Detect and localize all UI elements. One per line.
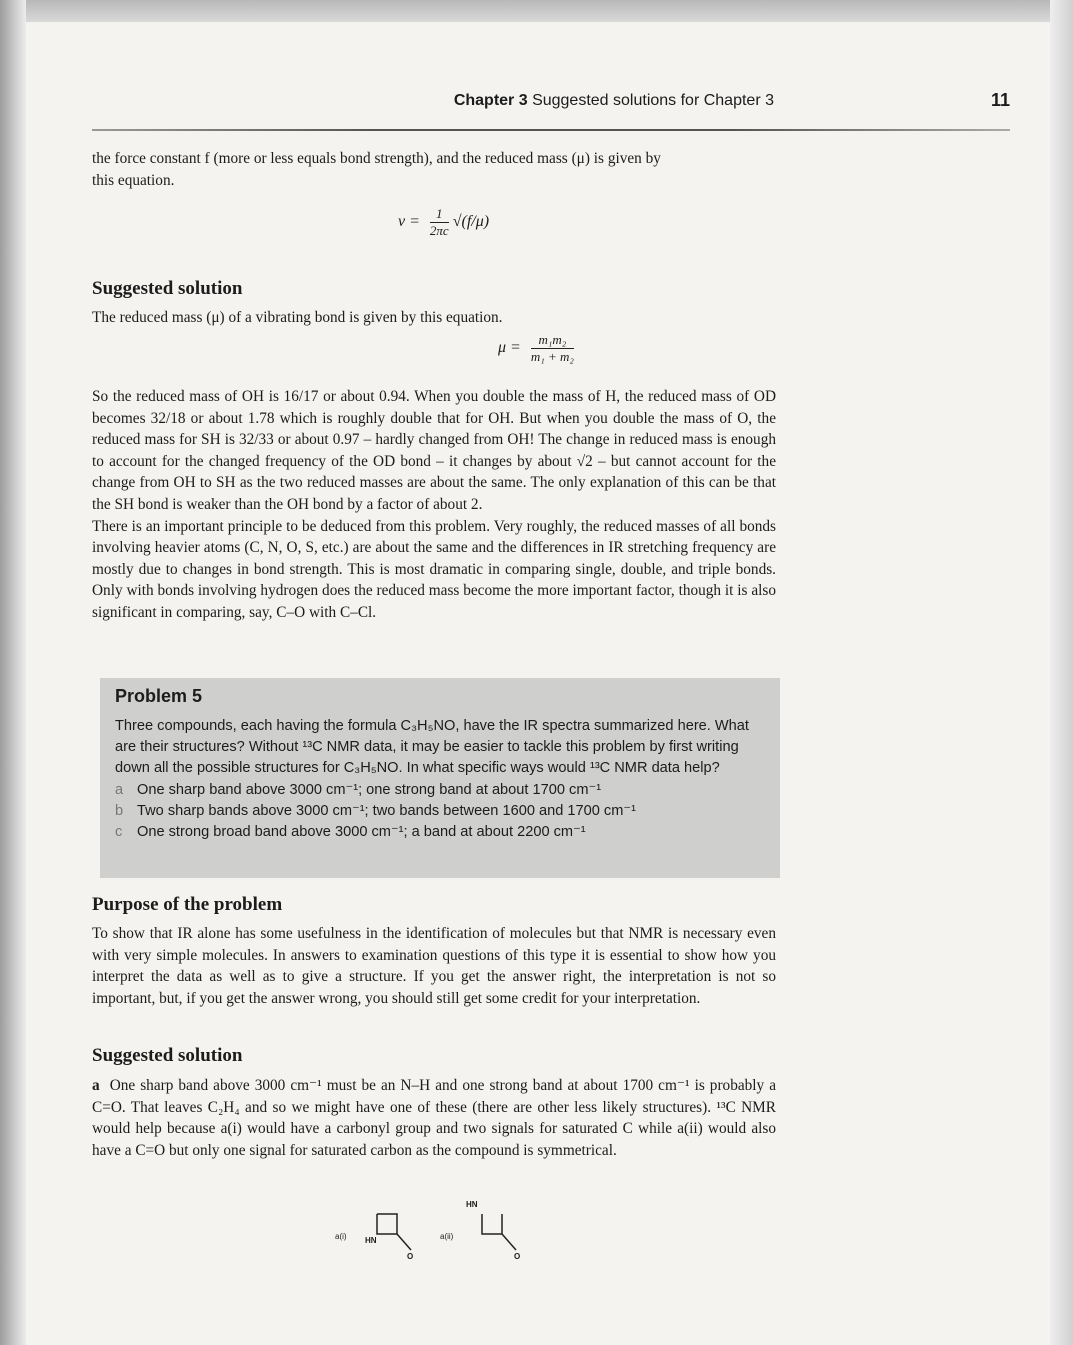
reduced-mass-lhs: μ = bbox=[498, 339, 521, 357]
solution2-body: One sharp band above 3000 cm⁻¹ must be an N–H and one strong band at about 1700 cm⁻¹ is probably a C=O. That leaves C₂H₄ and so we might have one of these (there are other less likely structures). ¹³C NMR would help because a(i) would have a carbonyl group and two signals for saturated C while a(ii) would also have a C=O but only one signal for saturated carbon as the compound is symmetrical. bbox=[92, 1077, 776, 1159]
scan-top-edge bbox=[0, 0, 1073, 22]
azetidinone-ring-drawing bbox=[458, 1206, 548, 1266]
section-heading-suggested-solution: Suggested solution bbox=[92, 278, 243, 299]
reduced-mass-formula bbox=[498, 332, 574, 365]
problem-title: Problem 5 bbox=[115, 686, 203, 706]
structure-label: a(i) bbox=[335, 1232, 347, 1241]
scan-right-edge bbox=[1050, 0, 1073, 1345]
item-label: a bbox=[115, 781, 124, 798]
problem-statement: Three compounds, each having the formula C₃H₅NO, have the IR spectra summarized here. What are their structures? Without ¹³C NMR data, it may be easier to tackle this problem by first writing down all the possible structures for C₃H₅NO. In what specific ways would ¹³C NMR data help? bbox=[115, 718, 749, 777]
item-text: One strong broad band above 3000 cm⁻¹; a band at about 2200 cm⁻¹ bbox=[137, 824, 586, 841]
nh-label: HN bbox=[365, 1236, 377, 1245]
reduced-mass-denominator: m₁ + m₂ bbox=[530, 349, 574, 364]
frequency-formula bbox=[398, 206, 489, 239]
oxygen-label: O bbox=[514, 1252, 521, 1261]
solution1-p3: There is an important principle to be deduced from this problem. Very roughly, the reduced masses of all bonds involving heavier atoms (C, N, O, S, etc.) are about the same and the differences in IR stretching frequency are mostly due to changes in bond strength. This is most dramatic in comparing single, double, and triple bonds. Only with bonds involving hydrogen does the reduced mass become the more important factor, though it is also significant in comparing, say, C–O with C–Cl. bbox=[92, 517, 776, 621]
problem-item-b bbox=[115, 801, 765, 822]
formula-sqrt: √(f/μ) bbox=[452, 213, 490, 231]
intro-line-1: the force constant f (more or less equals bond strength), and the reduced mass (μ) is given by bbox=[92, 150, 661, 167]
chapter-title: Suggested solutions for Chapter 3 bbox=[532, 92, 774, 109]
running-header bbox=[100, 90, 1010, 118]
formula-denominator: 2πc bbox=[429, 223, 449, 238]
section-heading-suggested-solution-2: Suggested solution bbox=[92, 1045, 243, 1066]
item-text: Two sharp bands above 3000 cm⁻¹; two bands between 1600 and 1700 cm⁻¹ bbox=[137, 802, 636, 819]
solution2-text bbox=[92, 1075, 776, 1161]
item-text: One sharp band above 3000 cm⁻¹; one strong band at about 1700 cm⁻¹ bbox=[137, 781, 602, 798]
item-label: b bbox=[115, 802, 124, 819]
section-heading-purpose: Purpose of the problem bbox=[92, 894, 283, 915]
nh-label: HN bbox=[466, 1200, 478, 1209]
chapter-label: Chapter 3 bbox=[453, 92, 528, 109]
chapter-heading bbox=[454, 92, 774, 110]
header-rule bbox=[92, 129, 1010, 131]
formula-fraction bbox=[430, 206, 449, 239]
formula-lhs: ν = bbox=[398, 213, 420, 231]
problem-text bbox=[115, 716, 765, 843]
intro-text bbox=[92, 148, 776, 191]
oxygen-label: O bbox=[407, 1252, 414, 1261]
page-number: 11 bbox=[990, 90, 1010, 110]
reduced-mass-fraction bbox=[531, 332, 574, 365]
purpose-text: To show that IR alone has some usefulness in the identification of molecules but that NMR is necessary even with very simple molecules. In answers to examination questions of this type it is essential to show how you interpret the data as well as to give a structure. If you get the answer right, the interpretation is not so important, but, if you get the answer wrong, you should still get some credit for your interpretation. bbox=[92, 925, 776, 1007]
solution1-p2: So the reduced mass of OH is 16/17 or about 0.94. When you double the mass of H, the reduced mass of OD becomes 32/18 or about 1.78 which is roughly double that for OH. But when you double the mass of O, the reduced mass for SH is 32/33 or about 0.97 – hardly changed from OH! The change in reduced mass is enough to account for the changed frequency of the OD bond – it changes by about √2 – but cannot account for the change from OH to SH as the two reduced masses are about the same. The only explanation of this can be that the SH bond is weaker than the OH bond by a factor of about 2. bbox=[92, 388, 776, 513]
scan-binding-shadow bbox=[0, 0, 26, 1345]
problem-item-a bbox=[115, 780, 765, 801]
solution1-body bbox=[92, 386, 776, 624]
structure-label: a(ii) bbox=[440, 1232, 454, 1241]
intro-line-2: this equation. bbox=[92, 171, 175, 189]
solution2-label: a bbox=[92, 1077, 100, 1094]
problem-item-c bbox=[115, 822, 765, 843]
reduced-mass-numerator: m₁m₂ bbox=[538, 332, 567, 347]
formula-numerator: 1 bbox=[436, 206, 443, 221]
solution1-intro bbox=[92, 307, 776, 329]
item-label: c bbox=[115, 824, 123, 841]
solution1-p1: The reduced mass (μ) of a vibrating bond is given by this equation. bbox=[92, 309, 503, 326]
